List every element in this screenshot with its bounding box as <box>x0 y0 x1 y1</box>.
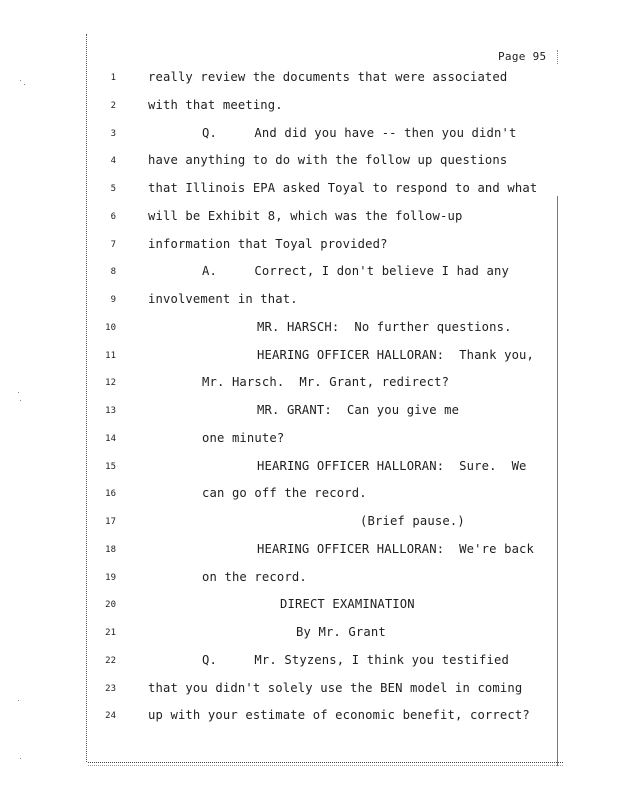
line-text: HEARING OFFICER HALLORAN: We're back <box>257 541 535 556</box>
line-number: 12 <box>105 378 116 389</box>
transcript-line <box>0 403 618 431</box>
line-text: By Mr. Grant <box>296 625 386 639</box>
transcript-line <box>0 264 618 292</box>
line-text: that Illinois EPA asked Toyal to respond to and what <box>148 181 538 195</box>
line-number: 5 <box>110 184 116 194</box>
line-text: HEARING OFFICER HALLORAN: Thank you, <box>257 347 535 362</box>
line-number: 3 <box>110 128 116 139</box>
line-number: 1 <box>110 73 116 83</box>
transcript-line <box>0 126 618 154</box>
line-text: A. Correct, I don't believe I had any <box>202 264 509 279</box>
line-text: will be Exhibit 8, which was the follow-up <box>148 208 463 223</box>
transcript-line <box>0 153 618 181</box>
line-text: on the record. <box>202 569 307 584</box>
line-number: 4 <box>110 156 116 167</box>
line-number: 19 <box>105 572 116 583</box>
bottom-rule-secondary <box>88 765 563 766</box>
transcript-line <box>0 625 618 653</box>
page-number: Page 95 <box>498 50 547 63</box>
line-number: 2 <box>110 100 116 111</box>
line-number: 11 <box>105 350 116 361</box>
line-number: 21 <box>105 628 116 638</box>
transcript-line <box>0 514 618 542</box>
transcript-lines <box>0 70 618 736</box>
line-text: (Brief pause.) <box>360 514 465 528</box>
line-text: really review the documents that were associated <box>148 70 508 84</box>
line-number: 8 <box>110 267 116 278</box>
transcript-line <box>0 70 618 98</box>
line-text: Q. And did you have -- then you didn't <box>202 125 517 140</box>
line-text: have anything to do with the follow up questions <box>148 153 508 168</box>
line-text: can go off the record. <box>202 486 367 501</box>
scan-speck <box>20 758 21 759</box>
transcript-line <box>0 708 618 736</box>
line-number: 13 <box>105 406 116 416</box>
line-text: involvement in that. <box>148 292 298 306</box>
line-text: Q. Mr. Styzens, I think you testified <box>202 652 509 667</box>
line-text: information that Toyal provided? <box>148 236 388 251</box>
transcript-line <box>0 181 618 209</box>
line-number: 10 <box>105 322 116 333</box>
line-text: that you didn't solely use the BEN model in coming <box>148 680 523 695</box>
line-number: 20 <box>105 600 116 611</box>
line-number: 9 <box>110 295 116 305</box>
line-number: 15 <box>105 461 116 472</box>
transcript-line <box>0 542 618 570</box>
line-number: 6 <box>110 211 116 222</box>
transcript-line <box>0 653 618 681</box>
line-text: with that meeting. <box>148 97 283 112</box>
line-text: up with your estimate of economic benefit, correct? <box>148 708 530 723</box>
line-number: 17 <box>105 517 116 527</box>
line-text: Mr. Harsch. Mr. Grant, redirect? <box>202 375 450 390</box>
line-text: HEARING OFFICER HALLORAN: Sure. We <box>257 458 527 473</box>
line-text: MR. GRANT: Can you give me <box>257 403 460 417</box>
transcript-line <box>0 292 618 320</box>
transcript-line <box>0 431 618 459</box>
transcript-line <box>0 486 618 514</box>
transcript-line <box>0 597 618 625</box>
transcript-line <box>0 459 618 487</box>
line-number: 22 <box>105 655 116 666</box>
line-number: 23 <box>105 683 116 694</box>
transcript-line <box>0 237 618 265</box>
transcript-line <box>0 348 618 376</box>
line-text: DIRECT EXAMINATION <box>280 597 415 612</box>
transcript-line <box>0 681 618 709</box>
transcript-line <box>0 98 618 126</box>
line-number: 7 <box>110 239 116 250</box>
line-number: 18 <box>105 544 116 555</box>
transcript-line <box>0 209 618 237</box>
right-margin-rule-top <box>557 50 558 64</box>
line-number: 16 <box>105 489 116 500</box>
line-text: MR. HARSCH: No further questions. <box>257 319 512 334</box>
transcript-line <box>0 570 618 598</box>
transcript-line <box>0 320 618 348</box>
line-text: one minute? <box>202 430 285 445</box>
transcript-line <box>0 375 618 403</box>
bottom-rule <box>88 762 563 763</box>
line-number: 14 <box>105 433 116 444</box>
line-number: 24 <box>105 711 116 722</box>
